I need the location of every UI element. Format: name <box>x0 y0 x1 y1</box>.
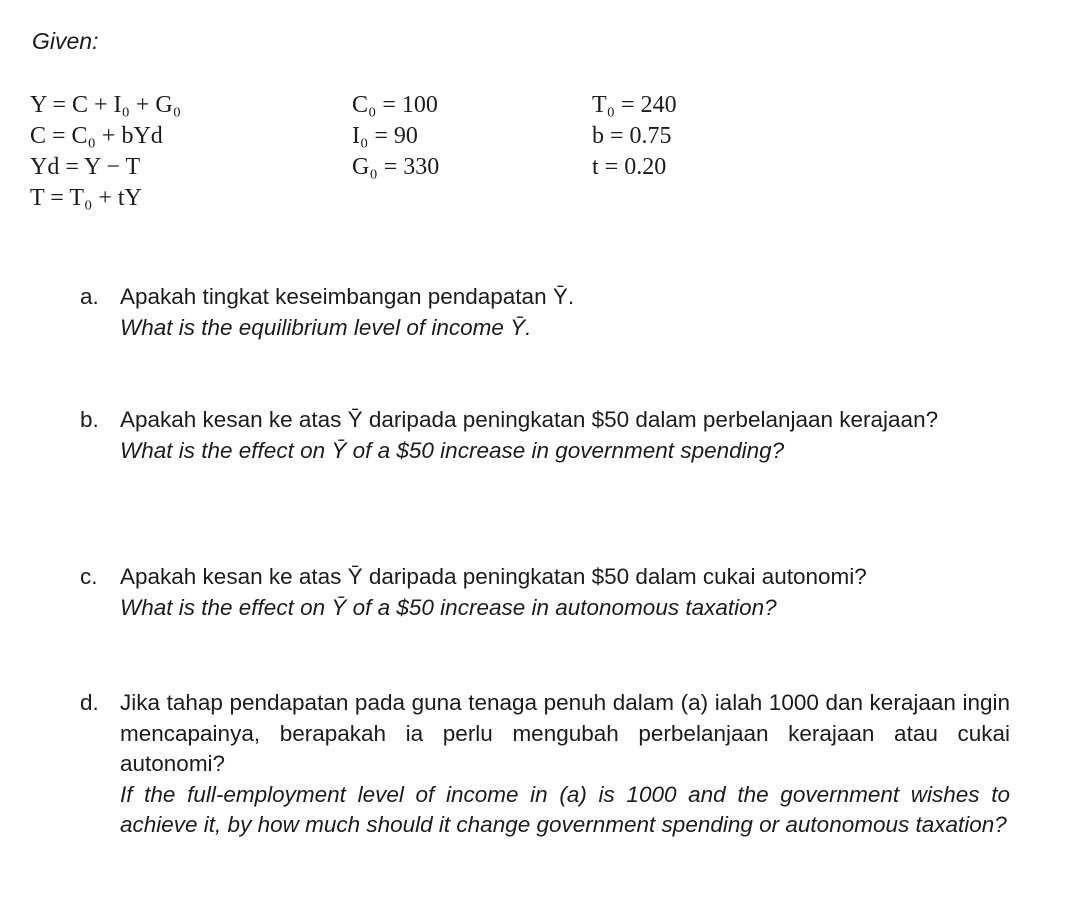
question-d <box>80 688 1010 841</box>
question-b <box>80 405 1010 466</box>
question-c-english: What is the effect on Ȳ of a $50 increase in autonomous taxation? <box>120 594 777 620</box>
question-b-label: b. <box>80 407 99 432</box>
question-c-label: c. <box>80 564 98 589</box>
question-a-english: What is the equilibrium level of income Ȳ. <box>120 314 532 340</box>
question-a <box>80 282 1010 343</box>
question-c <box>80 562 1010 623</box>
question-a-malay: Apakah tingkat keseimbangan pendapatan Ȳ. <box>120 284 575 309</box>
autonomous-values <box>352 90 439 183</box>
equation-income-identity: Y = C + I₀ + G₀ <box>30 92 182 118</box>
parameter-values <box>592 90 677 183</box>
value-t: t = 0.20 <box>592 154 667 180</box>
question-a-label: a. <box>80 284 99 309</box>
value-g0: G₀ = 330 <box>352 154 440 180</box>
model-equations <box>30 90 181 214</box>
given-label: Given: <box>32 28 99 54</box>
question-b-malay: Apakah kesan ke atas Ȳ daripada peningkatan $50 dalam perbelanjaan kerajaan? <box>120 407 939 432</box>
question-d-label: d. <box>80 690 99 715</box>
question-b-english: What is the effect on Ȳ of a $50 increase in government spending? <box>120 437 785 463</box>
value-c0: C₀ = 100 <box>352 92 438 118</box>
equation-disposable-income: Yd = Y − T <box>30 154 141 180</box>
value-t0: T₀ = 240 <box>592 92 677 118</box>
value-i0: I₀ = 90 <box>352 123 418 149</box>
value-b: b = 0.75 <box>592 123 672 149</box>
question-d-malay: Jika tahap pendapatan pada guna tenaga penuh dalam (a) ialah 1000 dan kerajaan ingin mencapainya, berapakah ia perlu mengubah perbelanjaan kerajaan atau cukai autonomi? <box>120 690 1010 776</box>
equation-consumption: C = C₀ + bYd <box>30 123 163 149</box>
question-c-malay: Apakah kesan ke atas Ȳ daripada peningkatan $50 dalam cukai autonomi? <box>120 564 867 589</box>
question-d-english: If the full-employment level of income in (a) is 1000 and the government wishes to achieve it, by how much should it change government spending or autonomous taxation? <box>120 781 1010 837</box>
equation-tax: T = T₀ + tY <box>30 185 142 211</box>
